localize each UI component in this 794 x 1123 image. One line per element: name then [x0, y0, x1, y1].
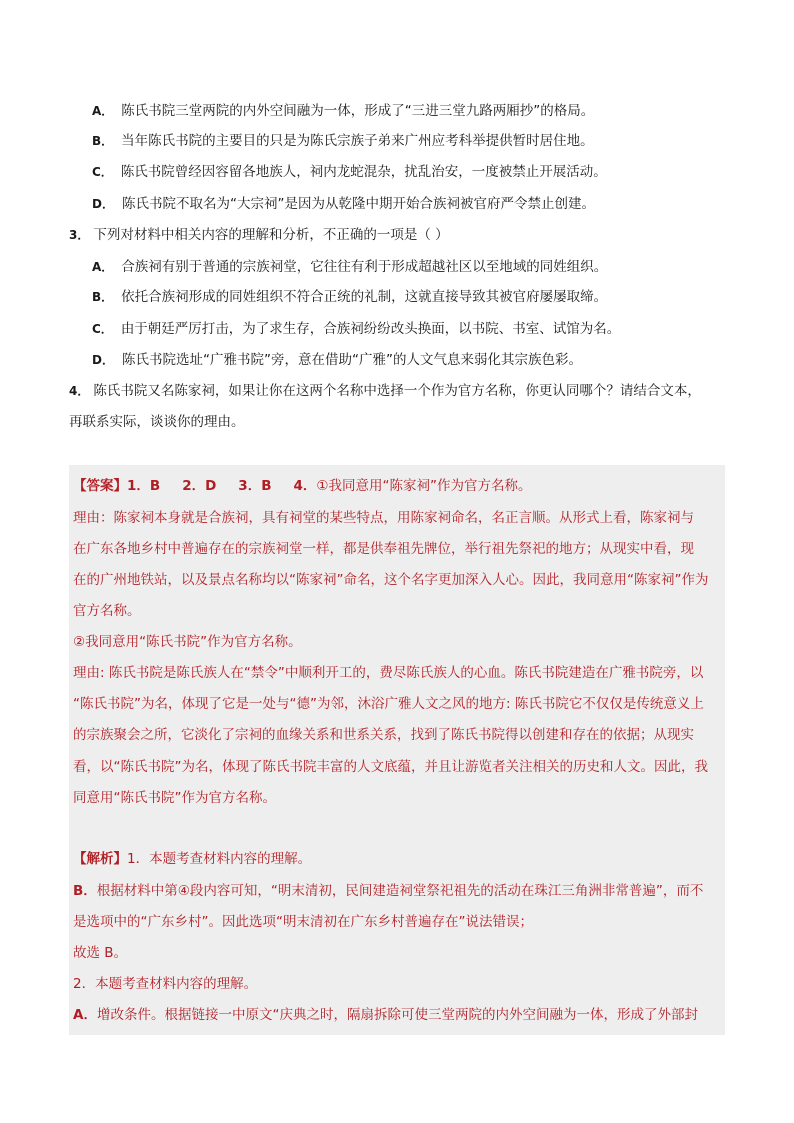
analysis-b-line-2: 是选项中的“广东乡村”。因此选项“明末清初在广东乡村普遍存在”说法错误；: [73, 914, 533, 930]
reason-2-line: 的宗族聚会之所，它淡化了宗祠的血缘关系和世系关系，找到了陈氏书院得以创建和存在的依据；从现实: [73, 727, 694, 743]
question-stem: 陈氏书院又名陈家祠，如果让你在这两个名称中选择一个作为官方名称，你更认同哪个？请结合文本，: [93, 383, 701, 399]
question-number: 4．: [69, 384, 90, 398]
analysis-q2-a-label: A．: [73, 1007, 97, 1023]
answer-option-2: ②我同意用“陈氏书院”作为官方名称。: [73, 634, 302, 650]
q3-stem: [69, 225, 449, 245]
reason-2-line: “陈氏书院”为名，体现了它是一处与“德”为邻，沐浴广雅人文之风的地方: 陈氏书院它不仅仅是传统意义上: [73, 696, 704, 712]
q3-option-d: [92, 350, 582, 370]
option-label: D．: [92, 197, 114, 211]
q4-stem-line-2: [69, 412, 245, 432]
answer-2: 2．D: [182, 478, 217, 494]
q3-option-c: [92, 319, 620, 339]
analysis-b-line-1: [73, 881, 703, 901]
option-label: C．: [92, 165, 113, 179]
analysis-q2-a-text: 增改条件。根据链接一中原文“庆典之时，隔扇拆除可使三堂两院的内外空间融为一体，形成了外部封: [96, 1007, 698, 1023]
question-stem: 下列对材料中相关内容的理解和分析，不正确的一项是（ ）: [93, 227, 449, 243]
option-text: 陈氏书院曾经因容留各地族人，祠内龙蛇混杂，扰乱治安，一度被禁止开展活动。: [120, 164, 607, 180]
analysis-b-text: 根据材料中第④段内容可知，“明末清初，民间建造祠堂祭祀祖先的活动在珠江三角洲非常普遍”，而不: [96, 883, 704, 899]
q2-option-d: [92, 194, 595, 214]
option-label: B．: [92, 290, 114, 304]
option-label: A．: [92, 260, 114, 274]
q4-stem-line-1: [69, 381, 701, 401]
analysis-intro: [73, 849, 311, 869]
option-text: 由于朝廷严厉打击，为了求生存，合族祠纷纷改头换面，以书院、书室、试馆为名。: [120, 321, 621, 337]
option-label: A．: [92, 104, 114, 118]
analysis-tag: 【解析】: [73, 851, 127, 867]
reason-1-line: 理由：陈家祠本身就是合族祠，具有祠堂的某些特点，用陈家祠命名，名正言顺。从形式上看，陈家祠与: [73, 510, 694, 526]
option-text: 陈氏书院三堂两院的内外空间融为一体，形成了“三进三堂九路两厢抄”的格局。: [121, 103, 595, 119]
option-label: C．: [92, 322, 113, 336]
analysis-b-label: B．: [73, 883, 97, 899]
q3-option-a: [92, 257, 607, 277]
option-text: 合族祠有别于普通的宗族祠堂，它往往有利于形成超越社区以至地域的同姓组织。: [121, 259, 608, 275]
answer-3: 3．B: [238, 478, 272, 494]
answer-tag: 【答案】: [73, 478, 127, 494]
answer-1: 1．B: [127, 478, 161, 494]
option-label: B．: [92, 134, 114, 148]
option-label: D．: [92, 353, 114, 367]
answer-summary: [73, 476, 531, 496]
option-text: 陈氏书院选址“广雅书院”旁，意在借助“广雅”的人文气息来弱化其宗族色彩。: [121, 352, 582, 368]
reason-1-line: 在广东各地乡村中普遍存在的宗族祠堂一样，都是供奉祖先牌位，举行祖先祭祀的地方；从现实中看，现: [73, 541, 694, 557]
option-text: 当年陈氏书院的主要目的只是为陈氏宗族子弟来广州应考科举提供暂时居住地。: [121, 133, 594, 149]
q2-option-c: [92, 162, 607, 182]
analysis-q2-a: [73, 1005, 698, 1025]
analysis-q2-intro: 2．本题考查材料内容的理解。: [73, 976, 258, 992]
reason-2-line: 看，以“陈氏书院”为名，体现了陈氏书院丰富的人文底蕴，并且让游览者关注相关的历史和人文。因此，我: [73, 759, 708, 775]
reason-1-line: 在的广州地铁站，以及景点名称均以“陈家祠”命名，这个名字更加深入人心。因此，我同意用“陈家祠”作为: [73, 572, 709, 588]
q2-option-a: [92, 101, 594, 121]
reason-1-line: 官方名称。: [73, 603, 141, 619]
option-text: 陈氏书院不取名为“大宗祠”是因为从乾隆中期开始合族祠被官府严令禁止创建。: [121, 196, 595, 212]
answer-4-number: 4．: [293, 478, 317, 494]
q3-option-b: [92, 287, 607, 307]
option-text: 依托合族祠形成的同姓组织不符合正统的礼制，这就直接导致其被官府屡屡取缔。: [121, 289, 608, 305]
answer-4-text: ①我同意用“陈家祠”作为官方名称。: [316, 478, 532, 494]
q2-option-b: [92, 131, 594, 151]
reason-2-line: 理由: 陈氏书院是陈氏族人在“禁令”中顺利开工的，费尽陈氏族人的心血。陈氏书院建造在广雅书院旁，以: [73, 665, 704, 681]
analysis-conclusion: 故选 B。: [73, 945, 128, 961]
analysis-intro-text: 1．本题考查材料内容的理解。: [127, 851, 312, 867]
question-stem-continued: 再联系实际，谈谈你的理由。: [69, 414, 245, 430]
question-number: 3．: [69, 228, 90, 242]
reason-2-line: 同意用“陈氏书院”作为官方名称。: [73, 790, 276, 806]
